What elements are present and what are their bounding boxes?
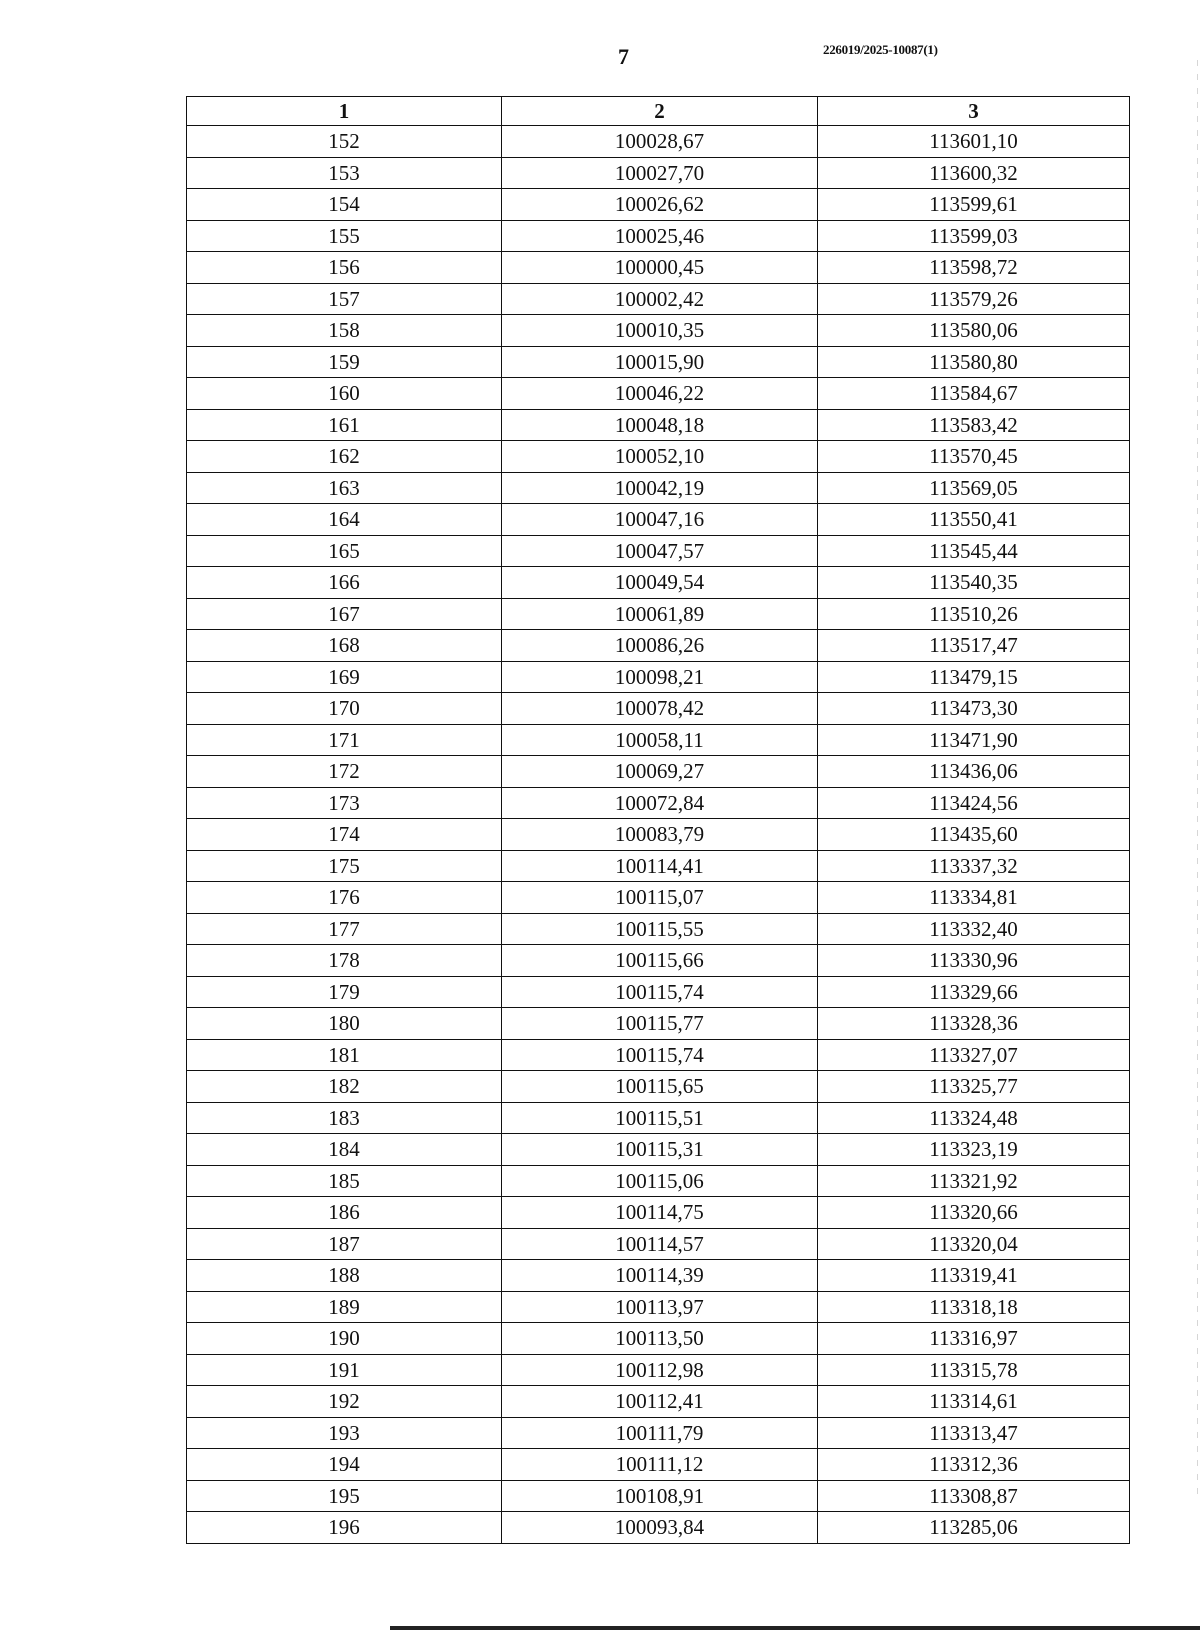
table-row [187,189,1130,221]
x-coordinate-cell: 100069,27 [502,756,818,788]
y-coordinate-cell: 113328,36 [818,1008,1130,1040]
point-number-cell: 179 [187,976,502,1008]
table-row [187,787,1130,819]
table-row [187,693,1130,725]
y-coordinate-cell: 113471,90 [818,724,1130,756]
page-number: 7 [618,44,629,69]
y-coordinate-cell: 113550,41 [818,504,1130,536]
y-coordinate-cell: 113579,26 [818,283,1130,315]
x-coordinate-cell: 100002,42 [502,283,818,315]
table-row [187,1134,1130,1166]
y-coordinate-cell: 113327,07 [818,1039,1130,1071]
point-number-cell: 154 [187,189,502,221]
table-row [187,1323,1130,1355]
table-row [187,567,1130,599]
x-coordinate-cell: 100027,70 [502,157,818,189]
y-coordinate-cell: 113324,48 [818,1102,1130,1134]
table-row [187,1165,1130,1197]
y-coordinate-cell: 113540,35 [818,567,1130,599]
y-coordinate-cell: 113316,97 [818,1323,1130,1355]
table-row [187,882,1130,914]
table-row [187,1512,1130,1544]
x-coordinate-cell: 100115,74 [502,1039,818,1071]
point-number-cell: 191 [187,1354,502,1386]
x-coordinate-cell: 100083,79 [502,819,818,851]
table-row [187,126,1130,158]
scan-edge-artifact [1197,60,1198,1500]
table-body [187,126,1130,1544]
x-coordinate-cell: 100098,21 [502,661,818,693]
point-number-cell: 162 [187,441,502,473]
x-coordinate-cell: 100028,67 [502,126,818,158]
point-number-cell: 193 [187,1417,502,1449]
x-coordinate-cell: 100000,45 [502,252,818,284]
point-number-cell: 185 [187,1165,502,1197]
y-coordinate-cell: 113570,45 [818,441,1130,473]
point-number-cell: 165 [187,535,502,567]
table-row [187,1039,1130,1071]
x-coordinate-cell: 100111,79 [502,1417,818,1449]
y-coordinate-cell: 113320,66 [818,1197,1130,1229]
document-reference: 226019/2025-10087(1) [823,42,938,57]
table-row [187,252,1130,284]
point-number-cell: 170 [187,693,502,725]
table-row [187,1354,1130,1386]
y-coordinate-cell: 113599,61 [818,189,1130,221]
x-coordinate-cell: 100112,41 [502,1386,818,1418]
point-number-cell: 184 [187,1134,502,1166]
x-coordinate-cell: 100115,77 [502,1008,818,1040]
table-row [187,1008,1130,1040]
y-coordinate-cell: 113314,61 [818,1386,1130,1418]
table-row [187,661,1130,693]
x-coordinate-cell: 100061,89 [502,598,818,630]
x-coordinate-cell: 100042,19 [502,472,818,504]
table-row [187,1480,1130,1512]
y-coordinate-cell: 113580,06 [818,315,1130,347]
x-coordinate-cell: 100115,65 [502,1071,818,1103]
table-row [187,630,1130,662]
x-coordinate-cell: 100108,91 [502,1480,818,1512]
y-coordinate-cell: 113473,30 [818,693,1130,725]
x-coordinate-cell: 100114,39 [502,1260,818,1292]
point-number-cell: 192 [187,1386,502,1418]
y-coordinate-cell: 113569,05 [818,472,1130,504]
y-coordinate-cell: 113545,44 [818,535,1130,567]
table-row [187,157,1130,189]
table-row [187,1260,1130,1292]
point-number-cell: 164 [187,504,502,536]
point-number-cell: 169 [187,661,502,693]
y-coordinate-cell: 113601,10 [818,126,1130,158]
y-coordinate-cell: 113337,32 [818,850,1130,882]
y-coordinate-cell: 113436,06 [818,756,1130,788]
point-number-cell: 176 [187,882,502,914]
table-row [187,504,1130,536]
y-coordinate-cell: 113435,60 [818,819,1130,851]
y-coordinate-cell: 113510,26 [818,598,1130,630]
x-coordinate-cell: 100113,97 [502,1291,818,1323]
point-number-cell: 196 [187,1512,502,1544]
point-number-cell: 153 [187,157,502,189]
y-coordinate-cell: 113318,18 [818,1291,1130,1323]
point-number-cell: 161 [187,409,502,441]
column-header-1: 1 [187,97,502,126]
point-number-cell: 160 [187,378,502,410]
table-row [187,819,1130,851]
point-number-cell: 159 [187,346,502,378]
table-row [187,535,1130,567]
y-coordinate-cell: 113517,47 [818,630,1130,662]
table-row [187,1102,1130,1134]
point-number-cell: 186 [187,1197,502,1229]
y-coordinate-cell: 113325,77 [818,1071,1130,1103]
x-coordinate-cell: 100058,11 [502,724,818,756]
y-coordinate-cell: 113424,56 [818,787,1130,819]
x-coordinate-cell: 100115,55 [502,913,818,945]
y-coordinate-cell: 113599,03 [818,220,1130,252]
table-row [187,756,1130,788]
point-number-cell: 167 [187,598,502,630]
table-row [187,220,1130,252]
y-coordinate-cell: 113312,36 [818,1449,1130,1481]
point-number-cell: 173 [187,787,502,819]
x-coordinate-cell: 100115,74 [502,976,818,1008]
point-number-cell: 194 [187,1449,502,1481]
y-coordinate-cell: 113330,96 [818,945,1130,977]
x-coordinate-cell: 100115,07 [502,882,818,914]
column-header-2: 2 [502,97,818,126]
x-coordinate-cell: 100072,84 [502,787,818,819]
x-coordinate-cell: 100047,16 [502,504,818,536]
point-number-cell: 156 [187,252,502,284]
y-coordinate-cell: 113323,19 [818,1134,1130,1166]
x-coordinate-cell: 100115,06 [502,1165,818,1197]
x-coordinate-cell: 100112,98 [502,1354,818,1386]
point-number-cell: 158 [187,315,502,347]
x-coordinate-cell: 100115,31 [502,1134,818,1166]
y-coordinate-cell: 113583,42 [818,409,1130,441]
x-coordinate-cell: 100115,66 [502,945,818,977]
y-coordinate-cell: 113313,47 [818,1417,1130,1449]
y-coordinate-cell: 113584,67 [818,378,1130,410]
point-number-cell: 189 [187,1291,502,1323]
point-number-cell: 171 [187,724,502,756]
point-number-cell: 188 [187,1260,502,1292]
table-row [187,409,1130,441]
y-coordinate-cell: 113598,72 [818,252,1130,284]
table-row [187,472,1130,504]
table-row [187,913,1130,945]
table-row [187,1386,1130,1418]
x-coordinate-cell: 100115,51 [502,1102,818,1134]
point-number-cell: 163 [187,472,502,504]
table-row [187,346,1130,378]
y-coordinate-cell: 113334,81 [818,882,1130,914]
x-coordinate-cell: 100114,75 [502,1197,818,1229]
point-number-cell: 195 [187,1480,502,1512]
x-coordinate-cell: 100078,42 [502,693,818,725]
table-row [187,976,1130,1008]
y-coordinate-cell: 113600,32 [818,157,1130,189]
table-row [187,315,1130,347]
point-number-cell: 178 [187,945,502,977]
table-row [187,441,1130,473]
point-number-cell: 152 [187,126,502,158]
y-coordinate-cell: 113332,40 [818,913,1130,945]
column-header-3: 3 [818,97,1130,126]
x-coordinate-cell: 100052,10 [502,441,818,473]
table-header [187,97,1130,126]
footer-rule [390,1626,1200,1630]
point-number-cell: 172 [187,756,502,788]
point-number-cell: 166 [187,567,502,599]
x-coordinate-cell: 100010,35 [502,315,818,347]
table-row [187,1228,1130,1260]
x-coordinate-cell: 100025,46 [502,220,818,252]
point-number-cell: 175 [187,850,502,882]
x-coordinate-cell: 100093,84 [502,1512,818,1544]
point-number-cell: 157 [187,283,502,315]
table-row [187,598,1130,630]
y-coordinate-cell: 113320,04 [818,1228,1130,1260]
point-number-cell: 180 [187,1008,502,1040]
point-number-cell: 190 [187,1323,502,1355]
x-coordinate-cell: 100114,57 [502,1228,818,1260]
table-row [187,850,1130,882]
point-number-cell: 155 [187,220,502,252]
x-coordinate-cell: 100113,50 [502,1323,818,1355]
table-row [187,945,1130,977]
table-row [187,283,1130,315]
x-coordinate-cell: 100111,12 [502,1449,818,1481]
y-coordinate-cell: 113580,80 [818,346,1130,378]
table-row [187,1071,1130,1103]
x-coordinate-cell: 100026,62 [502,189,818,221]
y-coordinate-cell: 113321,92 [818,1165,1130,1197]
x-coordinate-cell: 100049,54 [502,567,818,599]
y-coordinate-cell: 113315,78 [818,1354,1130,1386]
y-coordinate-cell: 113329,66 [818,976,1130,1008]
y-coordinate-cell: 113479,15 [818,661,1130,693]
table-row [187,1417,1130,1449]
y-coordinate-cell: 113285,06 [818,1512,1130,1544]
x-coordinate-cell: 100048,18 [502,409,818,441]
point-number-cell: 187 [187,1228,502,1260]
x-coordinate-cell: 100046,22 [502,378,818,410]
table-row [187,378,1130,410]
table-row [187,724,1130,756]
y-coordinate-cell: 113308,87 [818,1480,1130,1512]
point-number-cell: 181 [187,1039,502,1071]
coordinates-table [186,96,1130,1544]
table-row [187,1449,1130,1481]
point-number-cell: 168 [187,630,502,662]
table-row [187,1197,1130,1229]
table-row [187,1291,1130,1323]
header-row [187,97,1130,126]
x-coordinate-cell: 100015,90 [502,346,818,378]
y-coordinate-cell: 113319,41 [818,1260,1130,1292]
x-coordinate-cell: 100086,26 [502,630,818,662]
point-number-cell: 177 [187,913,502,945]
point-number-cell: 183 [187,1102,502,1134]
x-coordinate-cell: 100114,41 [502,850,818,882]
point-number-cell: 182 [187,1071,502,1103]
point-number-cell: 174 [187,819,502,851]
x-coordinate-cell: 100047,57 [502,535,818,567]
